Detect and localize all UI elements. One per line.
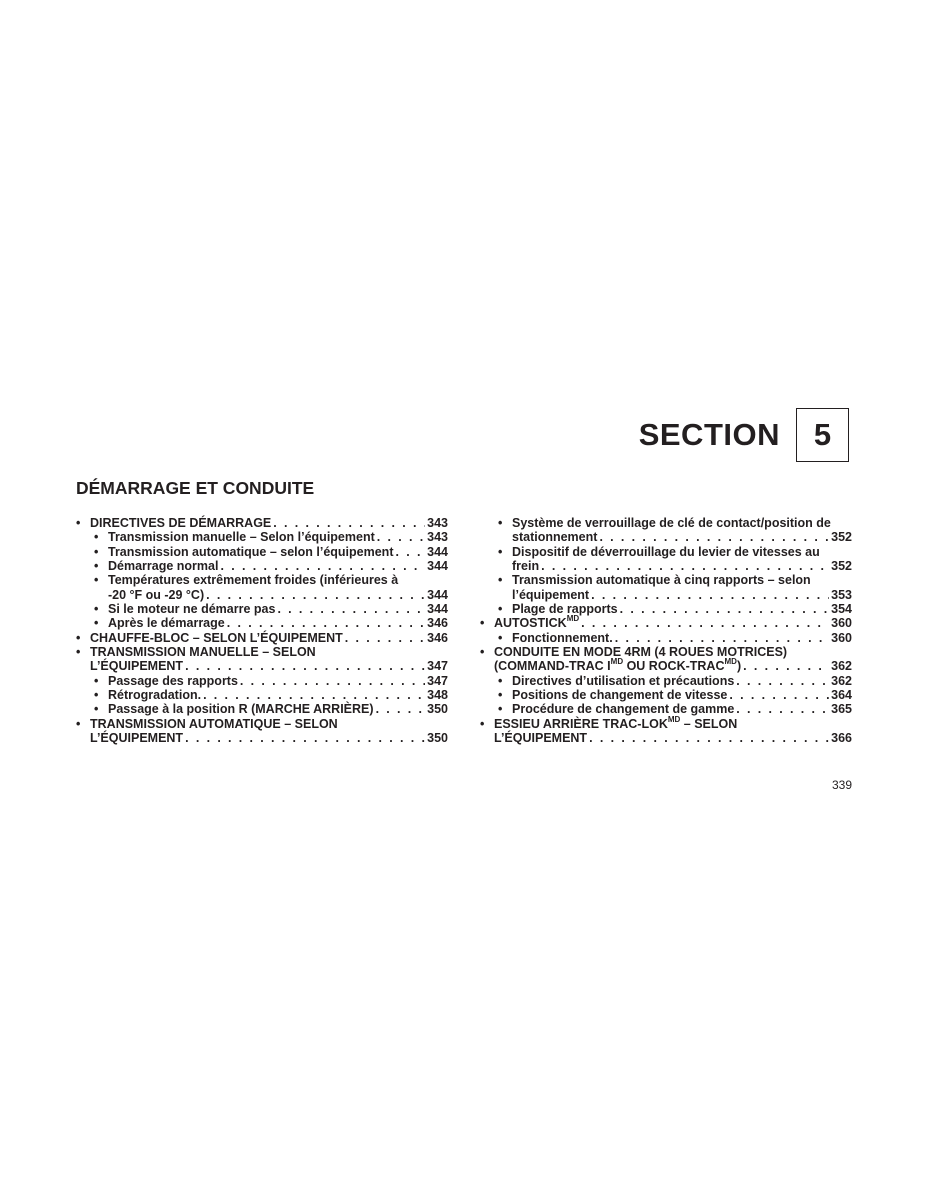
toc-entry-text: CHAUFFE-BLOC – SELON L’ÉQUIPEMENT bbox=[90, 630, 343, 645]
trademark-superscript: MD bbox=[667, 714, 681, 724]
toc-entry-text: TRANSMISSION MANUELLE – SELON bbox=[90, 645, 316, 660]
toc-entry[interactable] bbox=[480, 674, 852, 688]
toc-line bbox=[512, 631, 852, 645]
dot-leader bbox=[734, 674, 829, 688]
dot-leader bbox=[225, 616, 425, 630]
toc-line bbox=[108, 616, 448, 630]
toc-page-ref: 347 bbox=[427, 673, 448, 688]
bullet-icon: • bbox=[94, 702, 99, 717]
dot-leader bbox=[183, 659, 425, 673]
toc-entry-text: L’ÉQUIPEMENT bbox=[90, 731, 184, 746]
toc-text-part: – SELON bbox=[680, 716, 738, 731]
toc-page-ref: 360 bbox=[831, 616, 852, 631]
toc-entry[interactable] bbox=[480, 659, 852, 673]
toc-line bbox=[108, 674, 448, 688]
toc-line bbox=[108, 702, 448, 716]
toc-entry[interactable] bbox=[480, 731, 852, 745]
toc-page-ref: 360 bbox=[831, 630, 852, 645]
bullet-icon: • bbox=[498, 702, 503, 717]
dot-leader bbox=[183, 731, 425, 745]
toc-entry[interactable] bbox=[76, 674, 448, 688]
toc-text-part: AUTOSTICK bbox=[494, 616, 567, 631]
toc-page-ref: 366 bbox=[831, 731, 852, 746]
toc-text-part: ESSIEU ARRIÈRE TRAC-LOK bbox=[494, 716, 668, 731]
section-number-box: 5 bbox=[796, 408, 849, 462]
toc-entry[interactable] bbox=[76, 645, 448, 674]
toc-right-column bbox=[480, 516, 852, 746]
toc-entry[interactable] bbox=[76, 702, 448, 716]
dot-leader bbox=[613, 631, 829, 645]
dot-leader bbox=[589, 588, 829, 602]
trademark-superscript: MD bbox=[566, 614, 580, 624]
toc-entry-text bbox=[494, 714, 738, 731]
bullet-icon: • bbox=[76, 630, 81, 645]
toc-entry-text: Passage des rapports bbox=[108, 673, 238, 688]
dot-leader bbox=[539, 559, 829, 573]
bullet-icon: • bbox=[498, 516, 503, 530]
toc-line bbox=[512, 516, 852, 530]
section-label: SECTION bbox=[638, 417, 780, 452]
toc-entry-text: Système de verrouillage de clé de contact/position de bbox=[512, 516, 831, 530]
toc-entry[interactable] bbox=[76, 573, 448, 602]
toc-entry[interactable] bbox=[76, 602, 448, 616]
toc-line bbox=[512, 559, 852, 573]
toc-line bbox=[108, 559, 448, 573]
bullet-icon: • bbox=[498, 602, 503, 617]
toc-entry[interactable] bbox=[76, 559, 448, 573]
toc-line bbox=[108, 588, 448, 602]
toc-entry-text: Dispositif de déverrouillage du levier de vitesses au bbox=[512, 544, 820, 559]
toc-entry[interactable] bbox=[480, 714, 852, 731]
bullet-icon: • bbox=[498, 573, 503, 588]
toc-entry[interactable] bbox=[480, 631, 852, 645]
bullet-icon: • bbox=[76, 516, 81, 530]
dot-leader bbox=[618, 602, 830, 616]
toc-entry-text: Températures extrêmement froides (inférieures à bbox=[108, 573, 399, 588]
toc-entry-text: l’équipement bbox=[512, 587, 590, 602]
toc-page-ref: 352 bbox=[831, 530, 852, 545]
toc-line bbox=[90, 731, 448, 745]
toc-page-ref: 346 bbox=[427, 616, 448, 631]
toc-line bbox=[512, 674, 852, 688]
trademark-superscript: MD bbox=[724, 657, 737, 667]
toc-line bbox=[494, 616, 852, 630]
toc-line bbox=[494, 659, 852, 673]
toc-entry-text: Transmission automatique – selon l’équipement bbox=[108, 544, 394, 559]
toc-entry-text: Plage de rapports bbox=[512, 602, 618, 617]
trademark-superscript: MD bbox=[610, 657, 624, 667]
toc-entry-text: Rétrogradation. bbox=[108, 688, 202, 703]
page-number: 339 bbox=[831, 778, 852, 792]
toc-entry[interactable] bbox=[76, 688, 448, 702]
dot-leader bbox=[579, 616, 829, 630]
toc-text-part: ) bbox=[736, 659, 742, 674]
bullet-icon: • bbox=[498, 630, 503, 645]
toc-line bbox=[90, 631, 448, 645]
toc-line bbox=[494, 714, 852, 731]
toc-entry-text: DIRECTIVES DE DÉMARRAGE bbox=[90, 516, 272, 530]
toc-line bbox=[108, 688, 448, 702]
toc-page-ref: 348 bbox=[427, 688, 448, 703]
bullet-icon: • bbox=[480, 645, 485, 660]
toc-entry[interactable] bbox=[480, 602, 852, 616]
toc-line bbox=[494, 731, 852, 745]
chapter-title: DÉMARRAGE ET CONDUITE bbox=[76, 478, 315, 498]
toc-entry-text: CONDUITE EN MODE 4RM (4 ROUES MOTRICES) bbox=[494, 645, 788, 660]
dot-leader bbox=[271, 516, 425, 530]
bullet-icon: • bbox=[94, 573, 99, 588]
toc-page-ref: 364 bbox=[831, 688, 852, 703]
toc-line bbox=[108, 573, 448, 587]
toc-entry-text bbox=[494, 659, 741, 673]
bullet-icon: • bbox=[76, 645, 81, 660]
toc-entry-text: Procédure de changement de gamme bbox=[512, 702, 735, 717]
toc-line bbox=[108, 545, 448, 559]
toc-line bbox=[512, 588, 852, 602]
toc-line bbox=[108, 602, 448, 616]
toc-line bbox=[90, 717, 448, 731]
dot-leader bbox=[597, 530, 829, 544]
toc-page-ref: 350 bbox=[427, 731, 448, 746]
toc-entry-text: Si le moteur ne démarre pas bbox=[108, 602, 276, 617]
toc-entry[interactable] bbox=[76, 530, 448, 544]
bullet-icon: • bbox=[94, 602, 99, 617]
toc-text-part: (COMMAND-TRAC I bbox=[494, 659, 611, 674]
dot-leader bbox=[374, 702, 426, 716]
toc-line bbox=[90, 516, 448, 530]
toc-line bbox=[90, 645, 448, 659]
toc-entry[interactable] bbox=[480, 702, 852, 716]
dot-leader bbox=[343, 631, 425, 645]
toc-line bbox=[90, 659, 448, 673]
bullet-icon: • bbox=[498, 544, 503, 559]
toc-entry-text: Positions de changement de vitesse bbox=[512, 688, 728, 703]
toc-entry-text: Transmission manuelle – Selon l’équipement bbox=[108, 530, 375, 545]
toc-line bbox=[512, 702, 852, 716]
toc-page-ref: 344 bbox=[427, 559, 448, 574]
dot-leader bbox=[204, 588, 425, 602]
toc-page-ref: 347 bbox=[427, 659, 448, 674]
toc-line bbox=[108, 530, 448, 544]
dot-leader bbox=[375, 530, 425, 544]
toc-entry-text: Après le démarrage bbox=[108, 616, 225, 631]
bullet-icon: • bbox=[94, 673, 99, 688]
toc-line bbox=[512, 573, 852, 587]
toc-entry-text: L’ÉQUIPEMENT bbox=[494, 731, 588, 746]
toc-entry-text: Démarrage normal bbox=[108, 559, 219, 574]
dot-leader bbox=[587, 731, 829, 745]
toc-entry-text: Transmission automatique à cinq rapports – selon bbox=[512, 573, 811, 588]
dot-leader bbox=[218, 559, 425, 573]
toc-line bbox=[512, 602, 852, 616]
toc-entry[interactable] bbox=[480, 688, 852, 702]
toc-page-ref: 362 bbox=[831, 673, 852, 688]
toc-entry-text: stationnement bbox=[512, 530, 598, 545]
toc-line bbox=[494, 645, 852, 659]
dot-leader bbox=[741, 659, 829, 673]
toc-entry-text bbox=[494, 616, 579, 630]
toc-entry[interactable] bbox=[480, 616, 852, 630]
dot-leader bbox=[238, 674, 425, 688]
toc-entry-text: frein bbox=[512, 559, 540, 574]
dot-leader bbox=[275, 602, 425, 616]
toc-page-ref: 343 bbox=[427, 516, 448, 530]
toc-entry[interactable] bbox=[480, 545, 852, 574]
toc-entry[interactable] bbox=[480, 645, 852, 659]
toc-line bbox=[512, 688, 852, 702]
toc-page-ref: 344 bbox=[427, 602, 448, 617]
toc-line bbox=[512, 545, 852, 559]
bullet-icon: • bbox=[76, 716, 81, 731]
bullet-icon: • bbox=[480, 616, 485, 631]
toc-page-ref: 365 bbox=[831, 702, 852, 717]
toc-entry-text: Passage à la position R (MARCHE ARRIÈRE) bbox=[108, 702, 374, 717]
toc-entry-text: Fonctionnement. bbox=[512, 630, 613, 645]
toc-page-ref: 343 bbox=[427, 530, 448, 545]
toc-entry[interactable] bbox=[76, 545, 448, 559]
toc-entry-text: TRANSMISSION AUTOMATIQUE – SELON bbox=[90, 716, 338, 731]
toc-page-ref: 346 bbox=[427, 630, 448, 645]
toc-entry[interactable] bbox=[76, 717, 448, 746]
toc-entry-text: -20 °F ou -29 °C) bbox=[108, 587, 205, 602]
bullet-icon: • bbox=[498, 673, 503, 688]
bullet-icon: • bbox=[94, 688, 99, 703]
toc-left-column bbox=[76, 516, 448, 746]
toc-page-ref: 350 bbox=[427, 702, 448, 717]
dot-leader bbox=[727, 688, 829, 702]
toc-page-ref: 362 bbox=[831, 659, 852, 674]
toc-page-ref: 352 bbox=[831, 559, 852, 574]
dot-leader bbox=[393, 545, 425, 559]
toc-page-ref: 344 bbox=[427, 544, 448, 559]
dot-leader bbox=[201, 688, 425, 702]
bullet-icon: • bbox=[94, 616, 99, 631]
toc-line bbox=[512, 530, 852, 544]
toc-entry[interactable] bbox=[76, 631, 448, 645]
toc-entry-text: L’ÉQUIPEMENT bbox=[90, 659, 184, 674]
bullet-icon: • bbox=[94, 530, 99, 545]
toc-page-ref: 353 bbox=[831, 587, 852, 602]
toc-entry[interactable] bbox=[480, 516, 852, 545]
bullet-icon: • bbox=[480, 716, 485, 731]
bullet-icon: • bbox=[94, 544, 99, 559]
dot-leader bbox=[734, 702, 829, 716]
toc-entry[interactable] bbox=[76, 516, 448, 530]
toc-page-ref: 344 bbox=[427, 587, 448, 602]
toc-entry[interactable] bbox=[76, 616, 448, 630]
toc-entry-text: Directives d’utilisation et précautions bbox=[512, 673, 735, 688]
bullet-icon: • bbox=[498, 688, 503, 703]
toc-entry[interactable] bbox=[480, 573, 852, 602]
toc-page-ref: 354 bbox=[831, 602, 852, 617]
bullet-icon: • bbox=[94, 559, 99, 574]
toc-text-part: OU ROCK-TRAC bbox=[623, 659, 725, 674]
